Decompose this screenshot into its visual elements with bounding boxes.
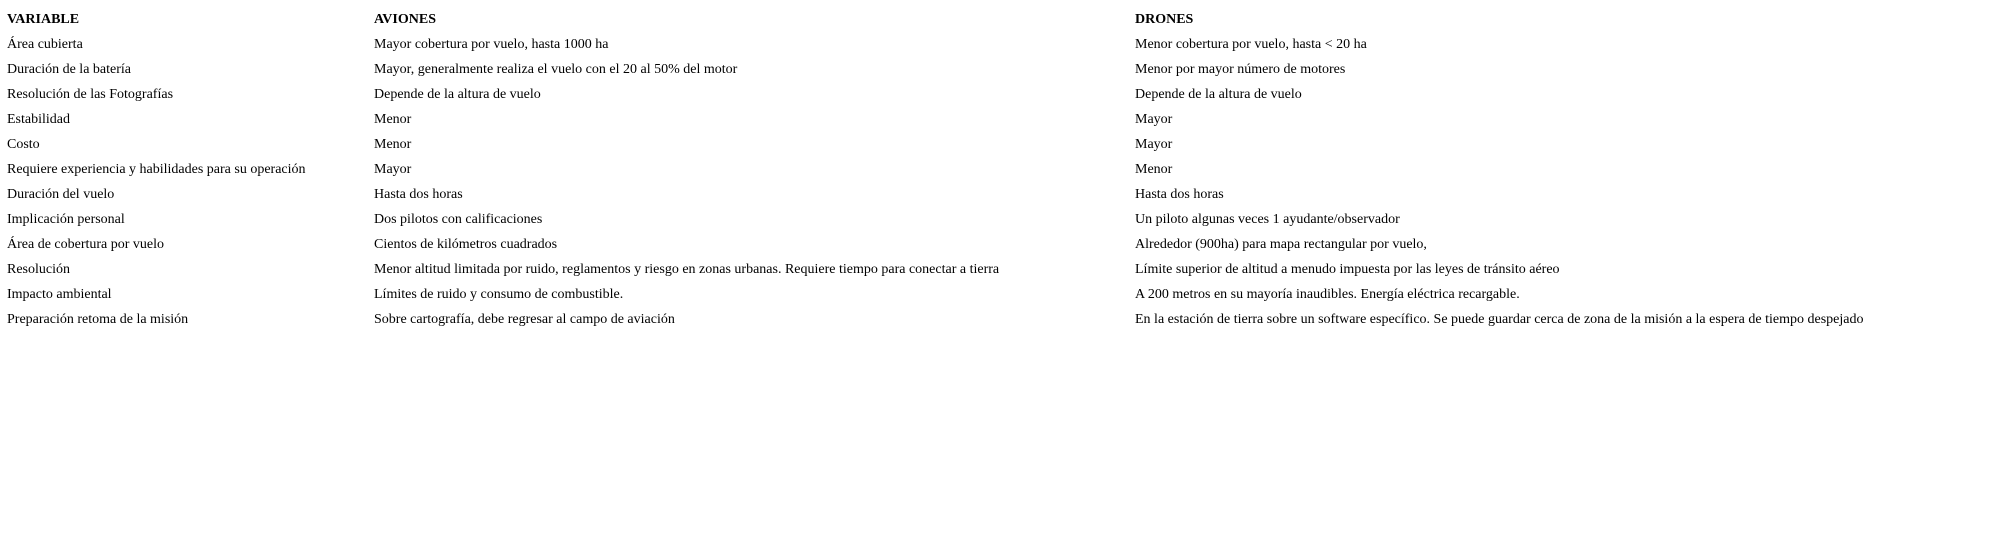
cell-aviones: Menor bbox=[374, 137, 412, 152]
table-row bbox=[7, 82, 2005, 107]
header-drones: DRONES bbox=[1135, 12, 1194, 27]
table-row bbox=[7, 157, 2005, 182]
header-variable: VARIABLE bbox=[7, 12, 80, 27]
cell-variable: Área cubierta bbox=[7, 37, 83, 52]
cell-aviones: Mayor, generalmente realiza el vuelo con el 20 al 50% del motor bbox=[374, 62, 738, 77]
cell-aviones: Depende de la altura de vuelo bbox=[374, 87, 541, 102]
cell-variable: Preparación retoma de la misión bbox=[7, 312, 189, 327]
cell-aviones: Mayor bbox=[374, 162, 412, 177]
cell-variable: Requiere experiencia y habilidades para su operación bbox=[7, 162, 306, 177]
cell-aviones: Menor bbox=[374, 112, 412, 127]
cell-aviones: Límites de ruido y consumo de combustible. bbox=[374, 287, 624, 302]
table-row bbox=[7, 182, 2005, 207]
table-row bbox=[7, 57, 2005, 82]
table-row bbox=[7, 232, 2005, 257]
cell-drones: Un piloto algunas veces 1 ayudante/observador bbox=[1135, 212, 1400, 227]
cell-aviones: Sobre cartografía, debe regresar al campo de aviación bbox=[374, 312, 675, 327]
cell-drones: Alrededor (900ha) para mapa rectangular por vuelo, bbox=[1135, 237, 1427, 252]
cell-variable: Impacto ambiental bbox=[7, 287, 112, 302]
cell-aviones: Cientos de kilómetros cuadrados bbox=[374, 237, 558, 252]
cell-drones: Menor bbox=[1135, 162, 1173, 177]
cell-aviones: Menor altitud limitada por ruido, reglamentos y riesgo en zonas urbanas. Requiere tiempo para conectar a tierra bbox=[374, 262, 1000, 277]
table-row bbox=[7, 32, 2005, 57]
table-row bbox=[7, 257, 2005, 282]
cell-drones: En la estación de tierra sobre un software específico. Se puede guardar cerca de zona de la misión a la espera de tiempo despejado bbox=[1135, 312, 1864, 327]
table-row bbox=[7, 132, 2005, 157]
cell-variable: Costo bbox=[7, 137, 40, 152]
cell-drones: A 200 metros en su mayoría inaudibles. Energía eléctrica recargable. bbox=[1135, 287, 1520, 302]
cell-variable: Implicación personal bbox=[7, 212, 125, 227]
table-row bbox=[7, 282, 2005, 307]
cell-variable: Resolución bbox=[7, 262, 70, 277]
cell-drones: Límite superior de altitud a menudo impuesta por las leyes de tránsito aéreo bbox=[1135, 262, 1560, 277]
table-row bbox=[7, 207, 2005, 232]
table-header-row bbox=[7, 7, 2005, 32]
cell-variable: Resolución de las Fotografías bbox=[7, 87, 174, 102]
cell-variable: Duración de la batería bbox=[7, 62, 131, 77]
comparison-table bbox=[7, 7, 2005, 332]
cell-aviones: Dos pilotos con calificaciones bbox=[374, 212, 543, 227]
cell-drones: Mayor bbox=[1135, 137, 1173, 152]
cell-drones: Menor por mayor número de motores bbox=[1135, 62, 1346, 77]
table-row bbox=[7, 307, 2005, 332]
cell-aviones: Hasta dos horas bbox=[374, 187, 463, 202]
cell-variable: Duración del vuelo bbox=[7, 187, 115, 202]
cell-drones: Mayor bbox=[1135, 112, 1173, 127]
table-row bbox=[7, 107, 2005, 132]
cell-aviones: Mayor cobertura por vuelo, hasta 1000 ha bbox=[374, 37, 609, 52]
cell-variable: Área de cobertura por vuelo bbox=[7, 237, 165, 252]
cell-drones: Hasta dos horas bbox=[1135, 187, 1224, 202]
header-aviones: AVIONES bbox=[374, 12, 436, 27]
cell-drones: Depende de la altura de vuelo bbox=[1135, 87, 1302, 102]
cell-variable: Estabilidad bbox=[7, 112, 70, 127]
cell-drones: Menor cobertura por vuelo, hasta < 20 ha bbox=[1135, 37, 1367, 52]
